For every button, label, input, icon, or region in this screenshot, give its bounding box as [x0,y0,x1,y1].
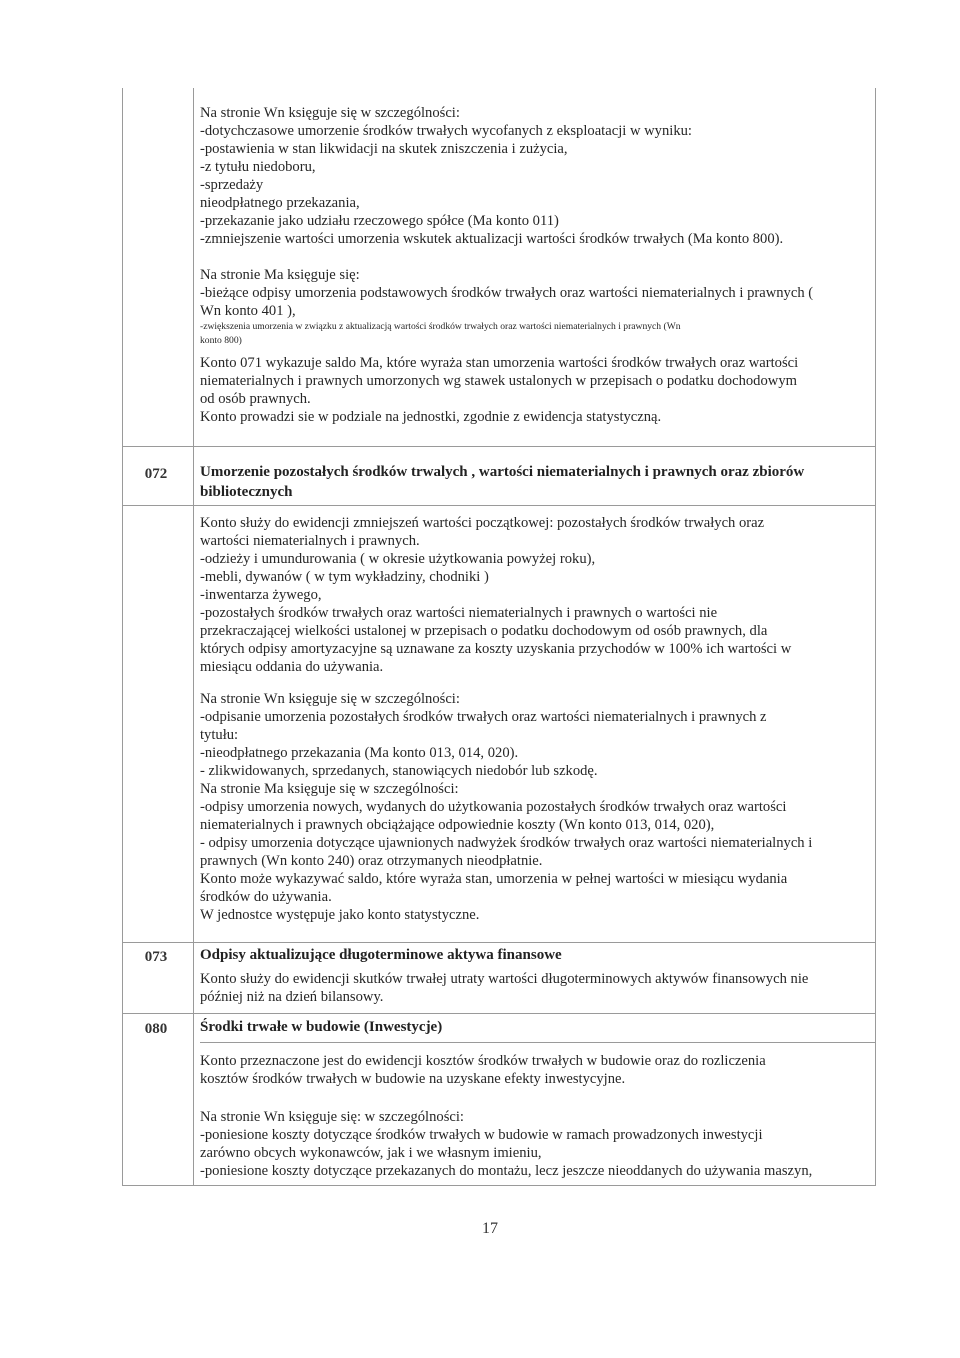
text-line: -odpisanie umorzenia pozostałych środków trwałych oraz wartości niematerialnych i prawnych z [200,709,767,725]
text-line: -poniesione koszty dotyczące środków trwałych w budowie w ramach prowadzonych inwestycji [200,1127,763,1143]
text-line: Konto prowadzi sie w podziale na jednostki, zgodnie z ewidencja statystyczną. [200,409,662,425]
text-line: zarówno obcych wykonawców, jak i we własnym imieniu, [200,1145,542,1161]
text-line: -postawienia w stan likwidacji na skutek zniszczenia i zużycia, [200,141,568,157]
text-line: środków do używania. [200,889,332,905]
text-line: - zlikwidowanych, sprzedanych, stanowiących niedobór lub szkodę. [200,763,598,779]
text-line: od osób prawnych. [200,391,311,407]
text-line: nieodpłatnego przekazania, [200,195,360,211]
account-code-073: 073 [144,949,168,965]
text-line: Konto służy do ewidencji zmniejszeń wartości początkowej: pozostałych środków trwałych oraz [200,515,765,531]
text-line: -pozostałych środków trwałych oraz wartości niematerialnych i prawnych o wartości nie [200,605,718,621]
text-line: Na stronie Wn księguje się: w szczególności: [200,1109,464,1125]
text-line: Konto 071 wykazuje saldo Ma, które wyraża stan umorzenia wartości środków trwałych oraz wartości [200,355,799,371]
intro-ma-block [200,266,880,348]
text-line: -nieodpłatnego przekazania (Ma konto 013, 014, 020). [200,745,519,761]
text-line: -dotychczasowe umorzenie środków trwałych wycofanych z eksploatacji w wyniku: [200,123,692,139]
text-line: kosztów środków trwałych w budowie na uzyskane efekty inwestycyjne. [200,1071,626,1087]
text-line: niematerialnych i prawnych umorzonych wg stawek ustalonych w przepisach o podatku dochodowym [200,373,797,389]
section-080-desc [200,1052,880,1088]
text-line: -sprzedaży [200,177,264,193]
text-line: -inwentarza żywego, [200,587,322,603]
intro-wn-block [200,104,880,248]
text-line: - odpisy umorzenia dotyczące ujawnionych nadwyżek środków trwałych oraz wartości niematerialnych i [200,835,813,851]
text-line: -przekazanie jako udziału rzeczowego spółce (Ma konto 011) [200,213,559,229]
section-072-heading [200,462,880,502]
section-073-desc [200,970,880,1006]
text-line: W jednostce występuje jako konto statystyczne. [200,907,480,923]
text-line: -odzieży i umundurowania ( w okresie użytkowania powyżej roku), [200,551,596,567]
small-text-line: -zwiększenia umorzenia w związku z aktualizacją wartości środków trwałych oraz wartości niematerialnych i prawnych (Wn [200,321,681,332]
text-line: Na stronie Ma księguje się w szczególności: [200,781,459,797]
text-line: Konto może wykazywać saldo, które wyraża stan, umorzenia w pełnej wartości w miesiącu wydania [200,871,788,887]
account-code-080: 080 [144,1021,168,1037]
column-divider [193,88,194,1186]
row-divider-072-bottom [122,505,876,506]
text-line: wartości niematerialnych i prawnych. [200,533,420,549]
row-divider-073 [122,942,876,943]
section-080-heading [200,1017,880,1037]
text-line: -bieżące odpisy umorzenia podstawowych środków trwałych oraz wartości niematerialnych i prawnych ( [200,285,814,301]
intro-saldo-block [200,354,880,426]
text-line: Konto służy do ewidencji skutków trwałej utraty wartości długoterminowych aktywów finansowych nie [200,971,809,987]
row-divider-072 [122,446,876,447]
left-outer-border [122,88,123,1186]
text-line: przekraczającej wielkości ustalonej w przepisach o podatku dochodowym od osób prawnych, dla [200,623,768,639]
section-heading: bibliotecznych [200,484,293,500]
section-072-desc [200,514,880,676]
account-code-072: 072 [144,466,168,482]
text-line: Na stronie Wn księguje się w szczególności: [200,105,460,121]
text-line: później niż na dzień bilansowy. [200,989,384,1005]
section-heading: Odpisy aktualizujące długoterminowe aktywa finansowe [200,947,562,963]
section-heading: Środki trwałe w budowie (Inwestycje) [200,1019,443,1035]
text-line: prawnych (Wn konto 240) oraz otrzymanych nieodpłatnie. [200,853,543,869]
text-line: -zmniejszenie wartości umorzenia wskutek aktualizacji wartości środków trwałych (Ma konto 800). [200,231,784,247]
text-line: Na stronie Ma księguje się: [200,267,360,283]
section-073-heading [200,945,880,965]
small-text-line: konto 800) [200,335,242,346]
text-line: Na stronie Wn księguje się w szczególności: [200,691,460,707]
section-080-wn [200,1108,880,1180]
text-line: -mebli, dywanów ( w tym wykładziny, chodniki ) [200,569,489,585]
text-line: -odpisy umorzenia nowych, wydanych do użytkowania pozostałych środków trwałych oraz wartości [200,799,787,815]
text-line: tytułu: [200,727,239,743]
section-heading: Umorzenie pozostałych środków trwalych , wartości niematerialnych i prawnych oraz zbiorów [200,464,805,480]
table-bottom-border [122,1185,876,1186]
text-line: -poniesione koszty dotyczące przekazanych do montażu, lecz jeszcze nieoddanych do używania maszyn, [200,1163,813,1179]
text-line: których odpisy amortyzacyjne są uznawane za koszty uzyskania przychodów w 100% ich wartości w [200,641,792,657]
row-divider-080-bottom [200,1042,876,1043]
section-072-wn-ma [200,690,880,924]
text-line: Wn konto 401 ), [200,303,296,319]
text-line: niematerialnych i prawnych obciążające odpowiednie koszty (Wn konto 013, 014, 020), [200,817,715,833]
row-divider-080 [122,1013,876,1014]
page-number: 17 [482,1220,498,1237]
text-line: Konto przeznaczone jest do ewidencji kosztów środków trwałych w budowie oraz do rozliczenia [200,1053,766,1069]
text-line: -z tytułu niedoboru, [200,159,316,175]
text-line: miesiącu oddania do używania. [200,659,384,675]
